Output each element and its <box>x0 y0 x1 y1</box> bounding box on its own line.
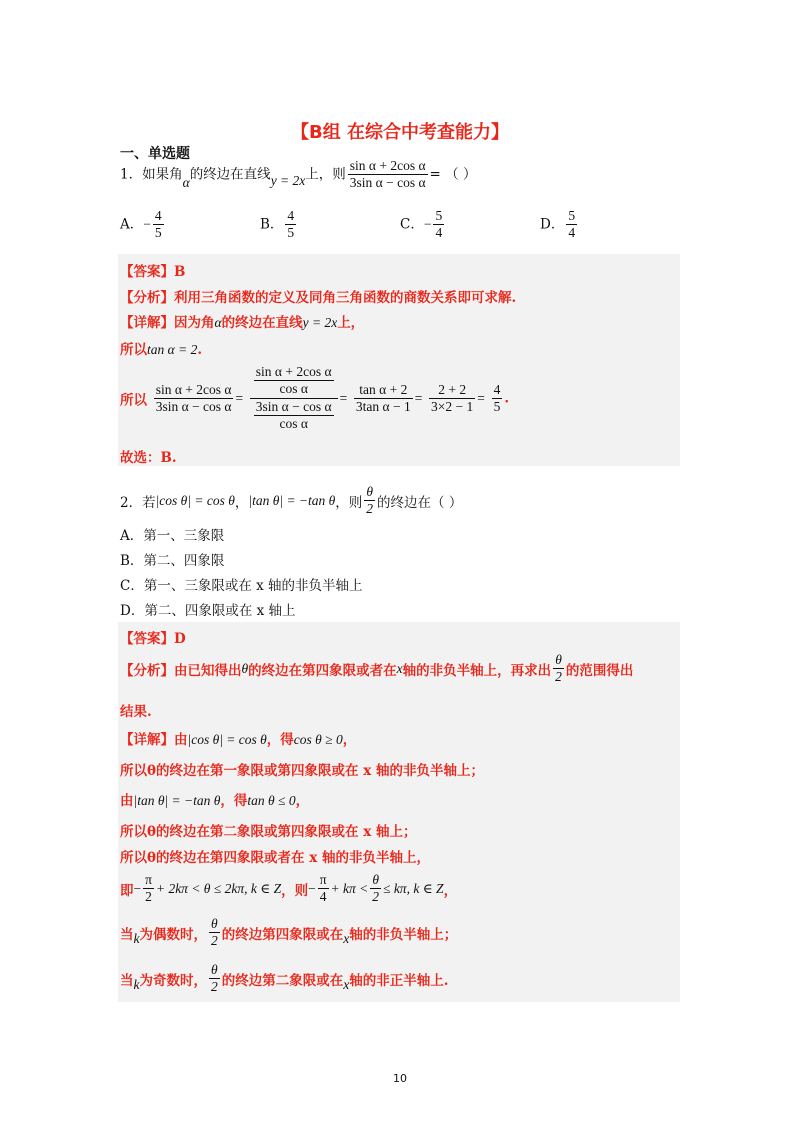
fraction-denominator: 2 <box>555 669 562 685</box>
question-2 <box>120 484 462 518</box>
fraction-numerator: π <box>318 872 329 889</box>
fraction-denominator: 5 <box>493 398 501 414</box>
fraction-numerator: 4 <box>153 208 164 225</box>
detail-text: 的终边在直线 <box>221 315 303 331</box>
step-3-fraction <box>354 382 413 416</box>
k-symbol: k <box>133 977 140 993</box>
option-a <box>120 208 166 242</box>
half-theta-range: ≤ kπ, k ∈ Z <box>383 881 444 897</box>
option-sign: − <box>143 216 151 232</box>
fraction-denominator: 5 <box>287 225 295 241</box>
detail-text: ， <box>443 883 458 900</box>
page-number: 10 <box>393 1072 407 1085</box>
analysis-2 <box>120 652 633 686</box>
option-fraction <box>433 208 444 242</box>
question-text: 的终边在（ ） <box>377 495 463 512</box>
fraction-denominator: 3×2 − 1 <box>431 398 474 414</box>
question-text: 上，则 <box>305 166 346 183</box>
compound-numerator <box>250 364 338 399</box>
fraction-denominator: 2 <box>145 889 152 905</box>
fraction-numerator: 5 <box>566 208 577 225</box>
detail-text: ，得 <box>266 732 294 748</box>
detail-2-line-1 <box>120 728 356 748</box>
fraction-denominator: 4 <box>435 225 443 241</box>
option-fraction <box>566 208 577 242</box>
detail-text: 由 <box>120 793 134 809</box>
option-letter: C． <box>400 216 424 233</box>
option-letter: B． <box>260 216 284 233</box>
fraction-numerator: sin α + 2cos α <box>348 158 428 175</box>
cos-condition: |cos θ| = cos θ <box>155 493 235 509</box>
cos-condition: |cos θ| = cos θ <box>187 732 267 747</box>
half-theta-fraction <box>209 962 220 996</box>
fraction-numerator: 5 <box>433 208 444 225</box>
half-theta-range: + kπ < <box>330 881 369 897</box>
question-text: = （ ） <box>429 166 477 183</box>
analysis-text: 【分析】由已知得出 <box>120 663 242 680</box>
fraction-denominator: 5 <box>154 225 162 241</box>
option-b <box>260 208 298 242</box>
analysis-text: 的范围得出 <box>565 663 634 680</box>
detail-1-derivation <box>120 364 509 433</box>
answer-1: 【答案】B <box>120 264 186 280</box>
tan-equation: tan α = 2 <box>147 342 198 357</box>
x-symbol: x <box>396 661 403 677</box>
detail-text: 所以 <box>120 342 147 358</box>
theta-symbol: θ <box>241 661 249 677</box>
tan-condition: |tan θ| = −tan θ <box>133 793 221 808</box>
question-number: 2． <box>120 495 143 512</box>
fraction-denominator: 4 <box>568 225 576 241</box>
question-fraction <box>348 158 428 192</box>
detail-2-line-2: 所以θ的终边在第一象限或第四象限或在 x 轴的非负半轴上； <box>120 763 484 779</box>
detail-text: 为奇数时， <box>139 973 207 990</box>
fraction-denominator: 3tan α − 1 <box>355 398 411 414</box>
detail-2-line-6 <box>120 872 457 906</box>
equals-sign: = <box>339 390 348 406</box>
fraction-denominator: 2 <box>211 933 218 949</box>
step-5-fraction <box>492 382 503 416</box>
fraction-denominator: 3sin α − cos α <box>155 398 232 414</box>
fraction-numerator: sin α + 2cos α <box>254 364 334 381</box>
fraction-denominator: 3sin α − cos α <box>349 175 426 191</box>
fraction-denominator: cos α <box>279 381 308 397</box>
question-text: 如果角 <box>142 166 183 183</box>
fraction-denominator: 2 <box>372 889 380 905</box>
option-fraction <box>285 208 296 242</box>
x-symbol: x <box>343 931 350 947</box>
alpha-symbol: α <box>214 315 222 330</box>
detail-text: ，则 <box>281 883 309 900</box>
fraction-denominator: 2 <box>366 501 374 517</box>
section-heading: 一、单选题 <box>120 146 190 162</box>
detail-2-line-3 <box>120 789 309 809</box>
fraction-numerator: 2 + 2 <box>429 382 475 399</box>
analysis-text: 轴的非负半轴上，再求出 <box>402 663 552 680</box>
question-text: 的终边在直线 <box>189 166 271 183</box>
step-2-compound-fraction <box>250 364 338 433</box>
fraction-numerator: θ <box>209 962 220 979</box>
detail-text: 【详解】由 <box>120 732 188 748</box>
detail-text: 上， <box>337 315 365 331</box>
tan-inequality: tan θ ≤ 0 <box>247 793 296 808</box>
fraction-numerator: θ <box>553 652 564 669</box>
fraction-denominator: 2 <box>211 979 218 995</box>
step-4-fraction <box>429 382 475 416</box>
detail-text: 所以 <box>120 392 147 409</box>
detail-1-line-2 <box>120 338 202 358</box>
inner-fraction <box>254 399 334 433</box>
equals-sign: = <box>235 390 244 406</box>
question-1 <box>120 158 476 192</box>
detail-1-line-1 <box>120 311 364 331</box>
detail-text: 轴的非负半轴上； <box>349 927 458 944</box>
detail-text: 当 <box>120 973 134 990</box>
detail-text: 为偶数时， <box>139 927 207 944</box>
option-b: B．第二、四象限 <box>120 553 225 569</box>
detail-text: ， <box>342 732 357 748</box>
detail-2-line-8 <box>120 962 448 996</box>
pi-over-2-fraction <box>143 872 154 906</box>
fraction-numerator: θ <box>370 872 381 889</box>
detail-text: 的终边第四象限或在 <box>221 927 344 944</box>
minus-sign: − <box>308 881 316 897</box>
detail-text: 即 <box>120 883 134 900</box>
detail-text: . <box>197 342 203 358</box>
analysis-2-cont: 结果. <box>120 704 152 720</box>
option-sign: − <box>423 216 432 232</box>
detail-text: 当 <box>120 927 134 944</box>
compound-denominator <box>250 399 338 433</box>
half-theta-fraction <box>364 484 375 518</box>
question-number: 1． <box>120 166 143 183</box>
detail-2-line-7 <box>120 916 457 950</box>
cos-inequality: cos θ ≥ 0 <box>293 732 343 747</box>
inner-fraction <box>254 364 334 398</box>
option-d: D．第二、四象限或在 x 轴上 <box>120 603 296 619</box>
equals-sign: = <box>414 390 423 406</box>
option-fraction <box>153 208 164 242</box>
k-symbol: k <box>133 931 140 947</box>
option-letter: D． <box>540 216 565 233</box>
detail-text: . <box>504 390 510 407</box>
theta-range: + 2kπ < θ ≤ 2kπ, k ∈ Z <box>155 881 282 897</box>
question-text: 若 <box>142 495 156 512</box>
option-c: C．第一、三象限或在 x 轴的非负半轴上 <box>120 578 363 594</box>
fraction-numerator: tan α + 2 <box>354 382 413 399</box>
x-symbol: x <box>343 977 350 993</box>
question-text: ， <box>234 495 249 512</box>
fraction-numerator: π <box>143 872 154 889</box>
fraction-denominator: 4 <box>319 889 327 905</box>
option-d <box>540 208 579 242</box>
detail-text: 的终边第二象限或在 <box>221 973 344 990</box>
option-letter: A． <box>120 216 144 233</box>
fraction-numerator: sin α + 2cos α <box>154 382 234 399</box>
detail-text: ， <box>295 793 310 809</box>
detail-text: ，得 <box>220 793 248 809</box>
step-1-fraction <box>154 382 234 416</box>
fraction-numerator: 3sin α − cos α <box>254 399 334 416</box>
detail-2-line-5: 所以θ的终边在第四象限或者在 x 轴的非负半轴上， <box>120 850 430 866</box>
tan-condition: |tan θ| = −tan θ <box>248 493 336 509</box>
fraction-numerator: 4 <box>285 208 296 225</box>
alpha-symbol: α <box>182 174 190 190</box>
option-c <box>400 208 446 242</box>
answer-2: 【答案】D <box>120 631 186 647</box>
minus-sign: − <box>133 881 142 897</box>
fraction-numerator: θ <box>209 916 220 933</box>
detail-text: 轴的非正半轴上. <box>349 973 449 990</box>
final-choice-1: 故选：B. <box>120 450 177 466</box>
half-theta-fraction <box>209 916 220 950</box>
option-a: A．第一、三象限 <box>120 528 225 544</box>
equals-sign: = <box>477 390 485 406</box>
detail-text: 【详解】因为角 <box>120 315 215 331</box>
detail-2-line-4: 所以θ的终边在第二象限或第四象限或在 x 轴上； <box>120 824 417 840</box>
fraction-numerator: 4 <box>492 382 503 399</box>
line-equation: y = 2x <box>302 315 338 330</box>
half-theta-fraction <box>370 872 381 906</box>
line-equation: y = 2x <box>270 172 306 188</box>
pi-over-4-fraction <box>318 872 329 906</box>
fraction-denominator: cos α <box>279 416 308 432</box>
analysis-text: 的终边在第四象限或者在 <box>248 663 397 680</box>
group-title: 【B组 在综合中考查能力】 <box>291 122 509 143</box>
analysis-1: 【分析】利用三角函数的定义及同角三角函数的商数关系即可求解. <box>120 290 517 306</box>
half-theta-fraction <box>553 652 564 686</box>
fraction-numerator: θ <box>364 484 375 501</box>
question-text: ，则 <box>335 495 363 512</box>
